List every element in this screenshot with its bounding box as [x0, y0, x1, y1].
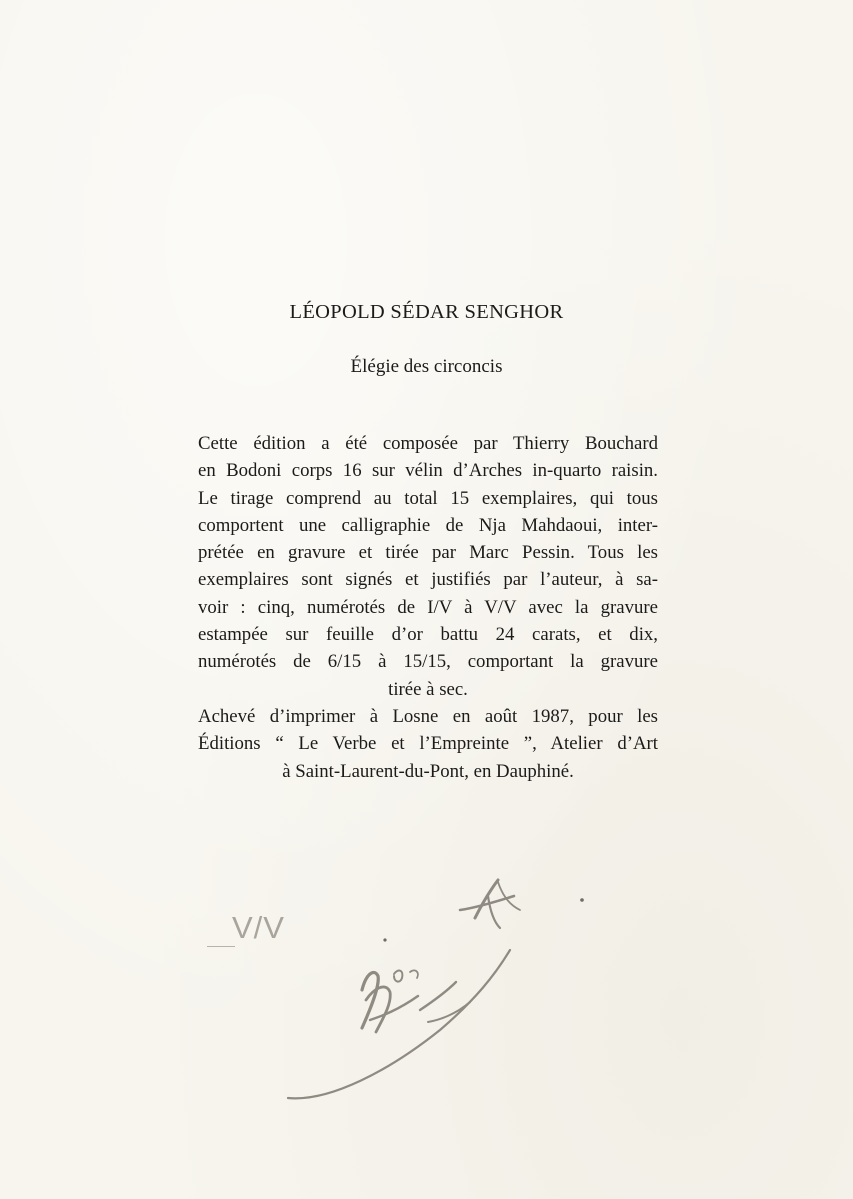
colophon-line: exemplaires sont signés et justifiés par l’auteur, à sa-	[198, 569, 658, 591]
justification-underline	[207, 946, 235, 947]
colophon-line: à Saint-Laurent-du-Pont, en Dauphiné.	[282, 760, 574, 782]
colophon-line: voir : cinq, numérotés de I/V à V/V avec la gravure	[198, 596, 658, 618]
handwritten-copy-number: V/V	[232, 910, 285, 945]
colophon-line: numérotés de 6/15 à 15/15, comportant la gravure	[198, 651, 658, 673]
colophon-line: Le tirage comprend au total 15 exemplaires, qui tous	[198, 487, 658, 509]
colophon-line: Éditions “ Le Verbe et l’Empreinte ”, Atelier d’Art	[198, 733, 658, 755]
colophon-line: tirée à sec.	[388, 678, 468, 700]
colophon-paragraph	[198, 430, 658, 785]
colophon-line: Achevé d’imprimer à Losne en août 1987, pour les	[198, 705, 658, 727]
colophon-line: estampée sur feuille d’or battu 24 carats, et dix,	[198, 624, 658, 646]
author-name: LÉOPOLD SÉDAR SENGHOR	[289, 301, 564, 323]
colophon-line: en Bodoni corps 16 sur vélin d’Arches in-quarto raisin.	[198, 460, 658, 482]
colophon-line: Cette édition a été composée par Thierry Bouchard	[198, 433, 658, 454]
colophon-line: comportent une calligraphie de Nja Mahdaoui, inter-	[198, 514, 658, 536]
colophon-line: prétée en gravure et tirée par Marc Pessin. Tous les	[198, 542, 658, 564]
book-title: Élégie des circoncis	[350, 356, 503, 377]
author-signature	[270, 870, 610, 1110]
